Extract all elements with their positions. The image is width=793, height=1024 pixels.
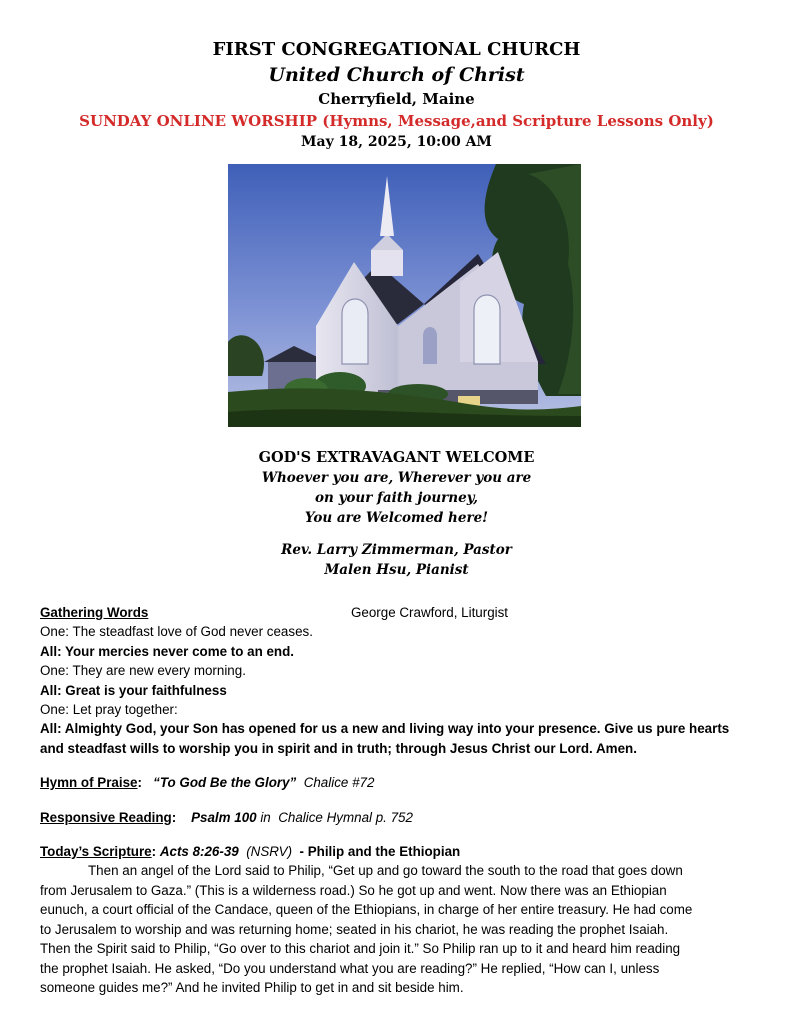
scripture-reference: Acts 8:26-39 bbox=[159, 844, 239, 860]
date-time: May 18, 2025, 10:00 AM bbox=[301, 134, 492, 150]
scripture-text-line: Then an angel of the Lord said to Philip, “Get up and go toward the south to the road that goes down bbox=[88, 863, 683, 879]
denomination: United Church of Christ bbox=[268, 64, 525, 86]
location: Cherryfield, Maine bbox=[318, 90, 475, 108]
pastor-credit: Rev. Larry Zimmerman, Pastor bbox=[281, 542, 512, 558]
pianist-credit: Malen Hsu, Pianist bbox=[324, 562, 469, 578]
prayer-line: All: Almighty God, your Son has opened for us a new and living way into your presence. Give us pure hearts bbox=[40, 721, 730, 737]
gathering-heading: Gathering Words bbox=[40, 605, 149, 620]
responsive-label: Responsive Reading bbox=[40, 809, 172, 825]
liturgist-credit: George Crawford, Liturgist bbox=[351, 605, 509, 620]
responsive-source: Chalice Hymnal p. 752 bbox=[278, 809, 413, 825]
church-name: FIRST CONGREGATIONAL CHURCH bbox=[212, 39, 581, 60]
litany-line: All: Your mercies never come to an end. bbox=[40, 643, 295, 659]
responsive-in: in bbox=[260, 809, 271, 825]
gathering-heading-row bbox=[40, 603, 760, 622]
service-type: SUNDAY ONLINE WORSHIP (Hymns, Message,and Scripture Lessons Only) bbox=[79, 112, 714, 130]
litany-line: One: The steadfast love of God never ceases. bbox=[40, 624, 313, 640]
hymn-label: Hymn of Praise bbox=[40, 775, 138, 791]
welcome-section bbox=[0, 448, 793, 580]
order-of-worship bbox=[40, 603, 760, 997]
psalm-reference: Psalm 100 bbox=[191, 809, 257, 825]
hymn-of-praise-row: Hymn of Praise: “To God Be the Glory” Chalice #72 bbox=[40, 775, 375, 791]
hymn-source: Chalice #72 bbox=[303, 775, 375, 791]
scripture-version: (NSRV) bbox=[246, 844, 293, 860]
scripture-label: Today’s Scripture bbox=[40, 844, 152, 860]
responsive-reading-row: Responsive Reading: Psalm 100 in Chalice Hymnal p. 752 bbox=[40, 809, 413, 825]
scripture-text-line: from Jerusalem to Gaza.” (This is a wilderness road.) So he got up and went. Now there was an Ethiopian bbox=[40, 882, 667, 898]
scripture-text-line: eunuch, a court official of the Candace, queen of the Ethiopians, in charge of her entire treasury. He had come bbox=[40, 902, 693, 918]
litany-line: One: Let pray together: bbox=[40, 702, 178, 718]
church-building-photo bbox=[228, 164, 581, 427]
scripture-text-line: to Jerusalem to worship and was returning home; seated in his chariot, he was reading the prophet Isaiah. bbox=[40, 921, 669, 937]
scripture-text-line: the prophet Isaiah. He asked, “Do you understand what you are reading?” He replied, “How can I, unless bbox=[40, 960, 660, 976]
welcome-title: GOD'S EXTRAVAGANT WELCOME bbox=[258, 449, 535, 466]
scripture-subtitle: - Philip and the Ethiopian bbox=[299, 844, 461, 860]
litany-line: All: Great is your faithfulness bbox=[40, 682, 227, 698]
welcome-line: You are Welcomed here! bbox=[304, 510, 489, 526]
welcome-line: on your faith journey, bbox=[315, 490, 478, 506]
scripture-text-line: someone guides me?” And he invited Philip to get in and sit beside him. bbox=[40, 979, 464, 995]
welcome-line: Whoever you are, Wherever you are bbox=[261, 470, 532, 486]
litany-line: One: They are new every morning. bbox=[40, 663, 246, 679]
scripture-heading-row: Today’s Scripture: Acts 8:26-39 (NSRV) - Philip and the Ethiopian bbox=[40, 844, 461, 860]
scripture-text-line: Then the Spirit said to Philip, “Go over to this chariot and join it.” So Philip ran up to it and heard him reading bbox=[40, 941, 681, 957]
hymn-title: “To God Be the Glory” bbox=[153, 775, 297, 791]
bulletin-header bbox=[0, 38, 793, 152]
prayer-line: and steadfast wills to worship you in spirit and in truth; through Jesus Christ our Lord. Amen. bbox=[40, 740, 637, 756]
